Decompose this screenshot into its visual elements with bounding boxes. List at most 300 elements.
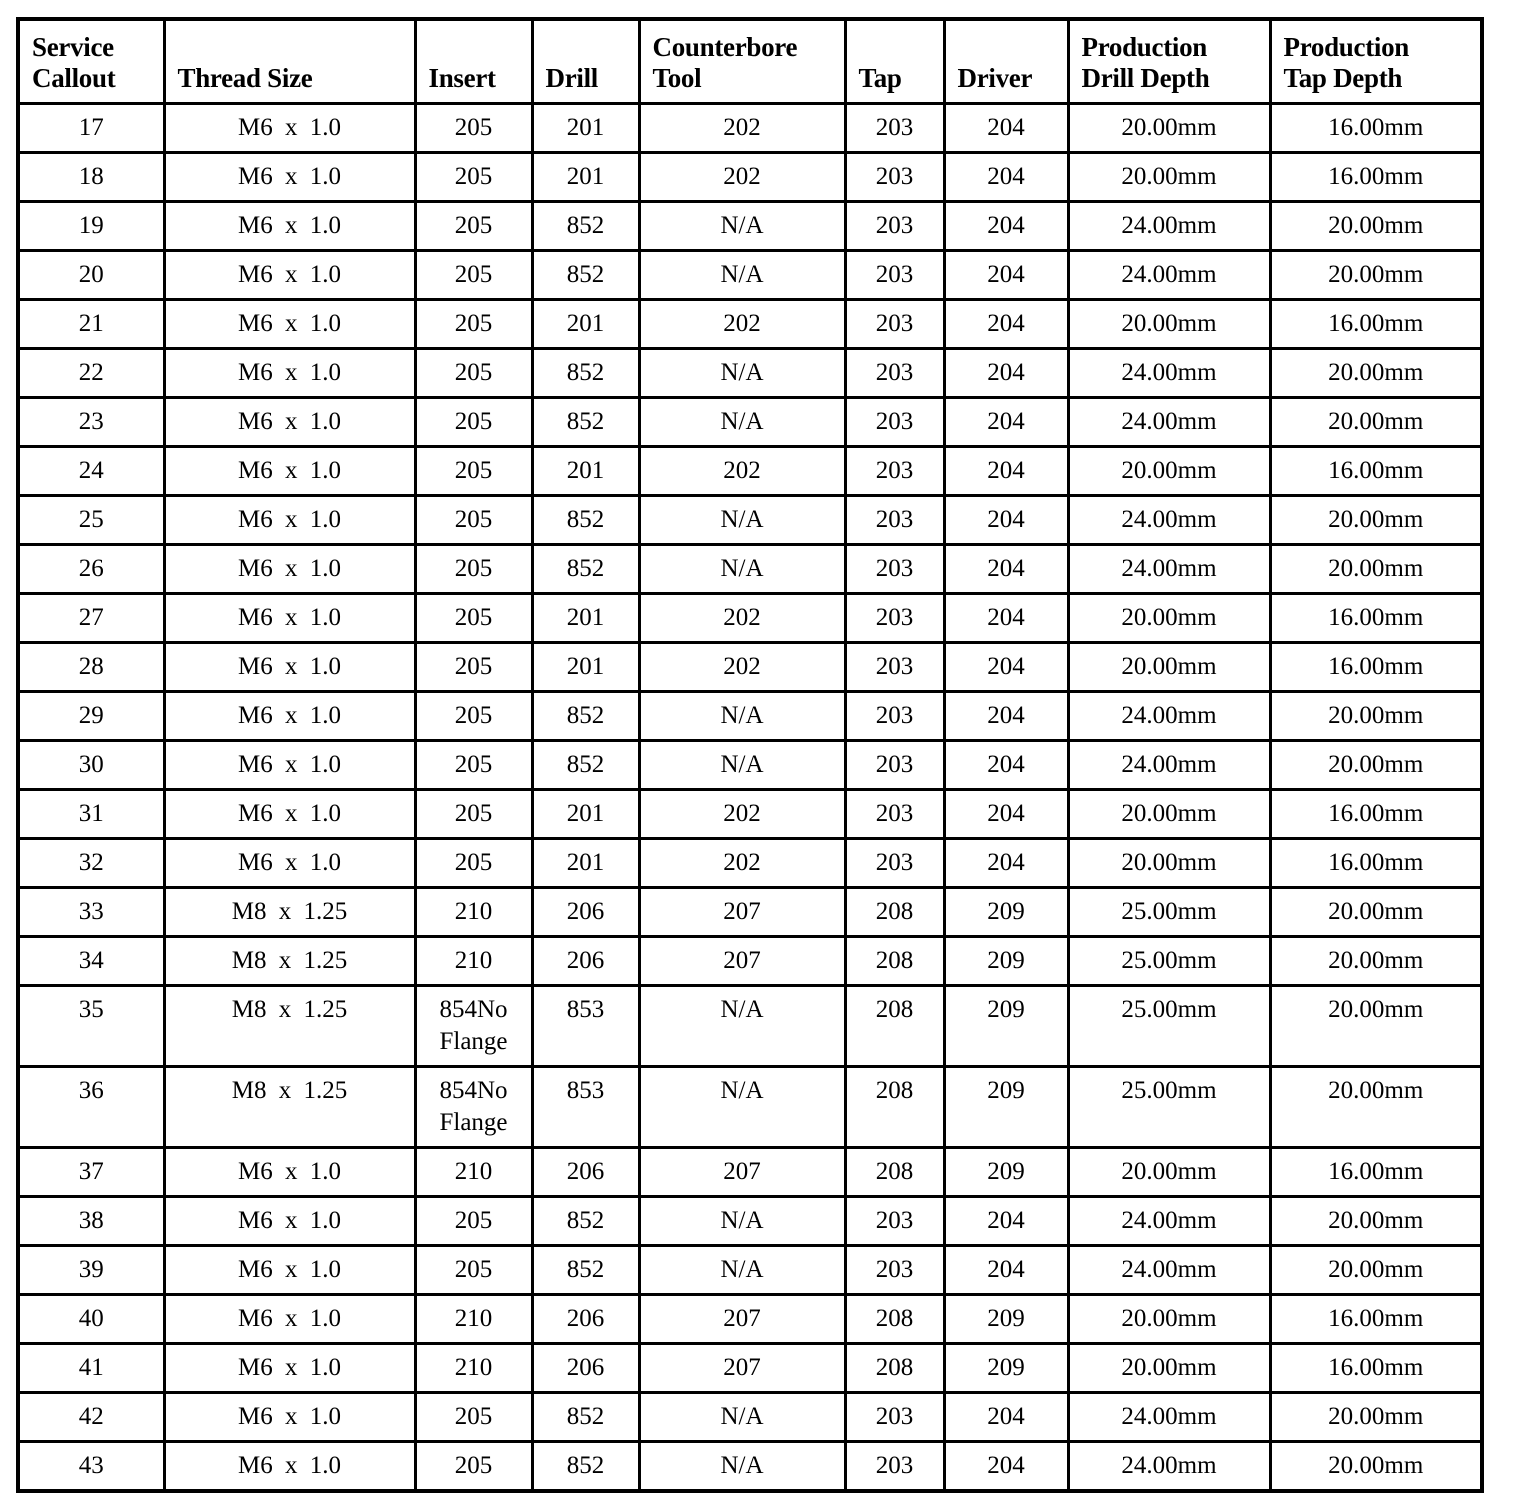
cell-production-tap-depth: 20.00mm <box>1270 692 1482 741</box>
cell-counterbore-tool: N/A <box>639 398 845 447</box>
cell-drill: 201 <box>532 790 639 839</box>
table-header-row <box>18 19 1482 104</box>
cell-counterbore-tool: N/A <box>639 741 845 790</box>
table-row <box>18 202 1482 251</box>
cell-insert: 205 <box>415 153 532 202</box>
header-service-callout <box>18 19 164 104</box>
cell-tap: 203 <box>845 496 944 545</box>
cell-service-callout: 26 <box>18 545 164 594</box>
cell-tap: 203 <box>845 447 944 496</box>
cell-production-tap-depth: 20.00mm <box>1270 986 1482 1067</box>
cell-thread-size: M6 x 1.0 <box>164 153 415 202</box>
cell-production-tap-depth: 20.00mm <box>1270 1393 1482 1442</box>
cell-thread-size: M8 x 1.25 <box>164 986 415 1067</box>
header-label-line: Driver <box>957 63 1033 93</box>
cell-counterbore-tool: 207 <box>639 1148 845 1197</box>
cell-driver: 204 <box>944 202 1068 251</box>
cell-production-tap-depth: 20.00mm <box>1270 496 1482 545</box>
cell-driver: 204 <box>944 1393 1068 1442</box>
cell-tap: 203 <box>845 202 944 251</box>
cell-production-drill-depth: 20.00mm <box>1068 447 1270 496</box>
cell-tap: 208 <box>845 1344 944 1393</box>
cell-production-drill-depth: 24.00mm <box>1068 496 1270 545</box>
header-label-line: Tap <box>858 63 902 93</box>
table-row <box>18 1067 1482 1148</box>
cell-service-callout: 31 <box>18 790 164 839</box>
cell-production-tap-depth: 16.00mm <box>1270 447 1482 496</box>
cell-counterbore-tool: N/A <box>639 1067 845 1148</box>
cell-driver: 204 <box>944 153 1068 202</box>
header-label-line: Drill Depth <box>1081 63 1210 93</box>
cell-production-drill-depth: 24.00mm <box>1068 741 1270 790</box>
cell-counterbore-tool: N/A <box>639 986 845 1067</box>
cell-production-tap-depth: 20.00mm <box>1270 937 1482 986</box>
cell-driver: 209 <box>944 1067 1068 1148</box>
cell-service-callout: 32 <box>18 839 164 888</box>
cell-counterbore-tool: N/A <box>639 202 845 251</box>
cell-production-drill-depth: 24.00mm <box>1068 349 1270 398</box>
cell-production-drill-depth: 25.00mm <box>1068 937 1270 986</box>
cell-service-callout: 33 <box>18 888 164 937</box>
cell-production-tap-depth: 20.00mm <box>1270 1442 1482 1492</box>
cell-driver: 209 <box>944 1344 1068 1393</box>
cell-drill: 852 <box>532 251 639 300</box>
cell-driver: 204 <box>944 300 1068 349</box>
cell-tap: 203 <box>845 545 944 594</box>
table-body <box>18 104 1482 1492</box>
header-label-line: Thread Size <box>177 63 313 93</box>
cell-thread-size: M6 x 1.0 <box>164 1393 415 1442</box>
cell-thread-size: M6 x 1.0 <box>164 1344 415 1393</box>
header-counterbore-tool <box>639 19 845 104</box>
cell-drill: 852 <box>532 1442 639 1492</box>
cell-thread-size: M6 x 1.0 <box>164 1295 415 1344</box>
table-row <box>18 104 1482 153</box>
cell-driver: 209 <box>944 1295 1068 1344</box>
cell-insert: 205 <box>415 1442 532 1492</box>
cell-counterbore-tool: N/A <box>639 496 845 545</box>
cell-thread-size: M6 x 1.0 <box>164 1442 415 1492</box>
cell-production-drill-depth: 25.00mm <box>1068 1067 1270 1148</box>
cell-counterbore-tool: 207 <box>639 1295 845 1344</box>
cell-thread-size: M6 x 1.0 <box>164 251 415 300</box>
header-label-line: Production <box>1283 32 1410 62</box>
cell-counterbore-tool: N/A <box>639 1393 845 1442</box>
cell-tap: 203 <box>845 398 944 447</box>
cell-driver: 204 <box>944 1442 1068 1492</box>
cell-insert: 210 <box>415 937 532 986</box>
cell-production-drill-depth: 20.00mm <box>1068 104 1270 153</box>
cell-production-tap-depth: 20.00mm <box>1270 741 1482 790</box>
cell-insert: 205 <box>415 1246 532 1295</box>
table-row <box>18 1442 1482 1492</box>
cell-tap: 208 <box>845 1295 944 1344</box>
cell-production-tap-depth: 16.00mm <box>1270 594 1482 643</box>
cell-tap: 203 <box>845 1442 944 1492</box>
cell-driver: 209 <box>944 937 1068 986</box>
table-row <box>18 1344 1482 1393</box>
cell-production-drill-depth: 24.00mm <box>1068 1197 1270 1246</box>
cell-driver: 204 <box>944 447 1068 496</box>
cell-thread-size: M8 x 1.25 <box>164 1067 415 1148</box>
header-label-line: Insert <box>428 63 496 93</box>
cell-insert: 205 <box>415 496 532 545</box>
table-row <box>18 1393 1482 1442</box>
cell-service-callout: 29 <box>18 692 164 741</box>
cell-production-drill-depth: 24.00mm <box>1068 692 1270 741</box>
header-label-line: Tool <box>652 63 702 93</box>
cell-thread-size: M8 x 1.25 <box>164 937 415 986</box>
cell-counterbore-tool: 202 <box>639 790 845 839</box>
cell-driver: 204 <box>944 594 1068 643</box>
cell-drill: 853 <box>532 1067 639 1148</box>
table-row <box>18 447 1482 496</box>
cell-production-drill-depth: 20.00mm <box>1068 839 1270 888</box>
cell-thread-size: M6 x 1.0 <box>164 104 415 153</box>
cell-counterbore-tool: 202 <box>639 447 845 496</box>
table-row <box>18 790 1482 839</box>
cell-drill: 852 <box>532 398 639 447</box>
cell-counterbore-tool: 202 <box>639 643 845 692</box>
cell-thread-size: M6 x 1.0 <box>164 349 415 398</box>
cell-production-drill-depth: 24.00mm <box>1068 398 1270 447</box>
cell-drill: 201 <box>532 839 639 888</box>
cell-thread-size: M6 x 1.0 <box>164 496 415 545</box>
cell-driver: 204 <box>944 349 1068 398</box>
cell-driver: 204 <box>944 790 1068 839</box>
cell-tap: 203 <box>845 300 944 349</box>
cell-counterbore-tool: 202 <box>639 300 845 349</box>
cell-tap: 208 <box>845 937 944 986</box>
cell-production-tap-depth: 16.00mm <box>1270 1148 1482 1197</box>
cell-driver: 204 <box>944 104 1068 153</box>
cell-production-tap-depth: 16.00mm <box>1270 839 1482 888</box>
cell-service-callout: 28 <box>18 643 164 692</box>
tooling-table-container <box>16 17 1484 1493</box>
cell-production-drill-depth: 20.00mm <box>1068 594 1270 643</box>
cell-drill: 852 <box>532 496 639 545</box>
table-row <box>18 594 1482 643</box>
header-label-line: Production <box>1081 32 1208 62</box>
cell-thread-size: M6 x 1.0 <box>164 447 415 496</box>
cell-insert: 205 <box>415 1197 532 1246</box>
cell-production-tap-depth: 16.00mm <box>1270 1344 1482 1393</box>
cell-drill: 852 <box>532 1246 639 1295</box>
header-production-drill-depth <box>1068 19 1270 104</box>
cell-driver: 209 <box>944 888 1068 937</box>
cell-service-callout: 39 <box>18 1246 164 1295</box>
cell-production-tap-depth: 20.00mm <box>1270 545 1482 594</box>
cell-thread-size: M6 x 1.0 <box>164 202 415 251</box>
cell-insert: 205 <box>415 398 532 447</box>
cell-drill: 201 <box>532 104 639 153</box>
cell-insert: 210 <box>415 1344 532 1393</box>
cell-thread-size: M6 x 1.0 <box>164 545 415 594</box>
cell-tap: 203 <box>845 153 944 202</box>
cell-tap: 208 <box>845 1148 944 1197</box>
cell-insert: 205 <box>415 545 532 594</box>
cell-drill: 852 <box>532 349 639 398</box>
header-insert <box>415 19 532 104</box>
cell-production-tap-depth: 20.00mm <box>1270 202 1482 251</box>
cell-thread-size: M6 x 1.0 <box>164 741 415 790</box>
cell-tap: 203 <box>845 1393 944 1442</box>
header-driver <box>944 19 1068 104</box>
insert-multiline <box>439 1068 507 1139</box>
cell-production-tap-depth: 20.00mm <box>1270 349 1482 398</box>
cell-insert: 205 <box>415 643 532 692</box>
cell-production-drill-depth: 24.00mm <box>1068 1393 1270 1442</box>
cell-tap: 203 <box>845 839 944 888</box>
cell-counterbore-tool: N/A <box>639 251 845 300</box>
cell-counterbore-tool: N/A <box>639 692 845 741</box>
header-label-line: Tap Depth <box>1283 63 1403 93</box>
table-row <box>18 888 1482 937</box>
table-row <box>18 1148 1482 1197</box>
cell-thread-size: M6 x 1.0 <box>164 839 415 888</box>
cell-service-callout: 35 <box>18 986 164 1067</box>
table-row <box>18 839 1482 888</box>
table-row <box>18 300 1482 349</box>
cell-driver: 209 <box>944 1148 1068 1197</box>
cell-driver: 204 <box>944 545 1068 594</box>
cell-service-callout: 24 <box>18 447 164 496</box>
cell-production-drill-depth: 24.00mm <box>1068 1442 1270 1492</box>
header-tap <box>845 19 944 104</box>
cell-production-drill-depth: 24.00mm <box>1068 545 1270 594</box>
cell-insert: 205 <box>415 447 532 496</box>
cell-drill: 206 <box>532 1344 639 1393</box>
cell-drill: 852 <box>532 1197 639 1246</box>
cell-production-tap-depth: 16.00mm <box>1270 790 1482 839</box>
cell-counterbore-tool: 207 <box>639 1344 845 1393</box>
insert-line: 854No <box>439 996 508 1023</box>
cell-drill: 201 <box>532 594 639 643</box>
table-row <box>18 1295 1482 1344</box>
cell-drill: 201 <box>532 447 639 496</box>
cell-production-drill-depth: 20.00mm <box>1068 790 1270 839</box>
cell-thread-size: M6 x 1.0 <box>164 594 415 643</box>
table-row <box>18 1246 1482 1295</box>
table-row <box>18 251 1482 300</box>
cell-driver: 204 <box>944 398 1068 447</box>
cell-insert: 205 <box>415 251 532 300</box>
header-label-line: Callout <box>32 63 116 93</box>
cell-counterbore-tool: N/A <box>639 349 845 398</box>
tooling-table <box>16 17 1484 1493</box>
cell-service-callout: 36 <box>18 1067 164 1148</box>
cell-drill: 201 <box>532 643 639 692</box>
cell-driver: 204 <box>944 741 1068 790</box>
cell-drill: 852 <box>532 202 639 251</box>
cell-tap: 208 <box>845 888 944 937</box>
cell-drill: 201 <box>532 153 639 202</box>
cell-counterbore-tool: 202 <box>639 594 845 643</box>
cell-insert: 205 <box>415 790 532 839</box>
cell-insert: 205 <box>415 692 532 741</box>
cell-driver: 204 <box>944 496 1068 545</box>
cell-drill: 853 <box>532 986 639 1067</box>
cell-production-tap-depth: 16.00mm <box>1270 1295 1482 1344</box>
header-label-line: Drill <box>545 63 598 93</box>
cell-production-drill-depth: 25.00mm <box>1068 986 1270 1067</box>
cell-counterbore-tool: N/A <box>639 545 845 594</box>
cell-tap: 208 <box>845 986 944 1067</box>
cell-driver: 204 <box>944 692 1068 741</box>
cell-counterbore-tool: 202 <box>639 153 845 202</box>
cell-service-callout: 17 <box>18 104 164 153</box>
cell-production-drill-depth: 20.00mm <box>1068 300 1270 349</box>
cell-thread-size: M8 x 1.25 <box>164 888 415 937</box>
cell-drill: 852 <box>532 545 639 594</box>
cell-service-callout: 27 <box>18 594 164 643</box>
header-drill <box>532 19 639 104</box>
cell-service-callout: 38 <box>18 1197 164 1246</box>
cell-insert: 205 <box>415 202 532 251</box>
cell-service-callout: 18 <box>18 153 164 202</box>
table-row <box>18 153 1482 202</box>
cell-production-drill-depth: 20.00mm <box>1068 153 1270 202</box>
cell-production-tap-depth: 16.00mm <box>1270 300 1482 349</box>
cell-tap: 203 <box>845 643 944 692</box>
cell-counterbore-tool: N/A <box>639 1197 845 1246</box>
cell-production-tap-depth: 20.00mm <box>1270 888 1482 937</box>
cell-service-callout: 42 <box>18 1393 164 1442</box>
cell-service-callout: 23 <box>18 398 164 447</box>
cell-tap: 203 <box>845 741 944 790</box>
cell-tap: 203 <box>845 349 944 398</box>
cell-production-drill-depth: 20.00mm <box>1068 1148 1270 1197</box>
cell-counterbore-tool: N/A <box>639 1442 845 1492</box>
cell-production-drill-depth: 25.00mm <box>1068 888 1270 937</box>
cell-production-tap-depth: 20.00mm <box>1270 1067 1482 1148</box>
insert-multiline <box>439 987 507 1058</box>
cell-thread-size: M6 x 1.0 <box>164 1148 415 1197</box>
cell-production-drill-depth: 20.00mm <box>1068 1344 1270 1393</box>
cell-service-callout: 40 <box>18 1295 164 1344</box>
cell-insert: 205 <box>415 349 532 398</box>
cell-production-drill-depth: 20.00mm <box>1068 643 1270 692</box>
cell-counterbore-tool: 207 <box>639 937 845 986</box>
cell-production-tap-depth: 20.00mm <box>1270 1246 1482 1295</box>
cell-service-callout: 19 <box>18 202 164 251</box>
cell-production-drill-depth: 24.00mm <box>1068 251 1270 300</box>
cell-thread-size: M6 x 1.0 <box>164 1246 415 1295</box>
cell-thread-size: M6 x 1.0 <box>164 790 415 839</box>
cell-service-callout: 30 <box>18 741 164 790</box>
cell-service-callout: 25 <box>18 496 164 545</box>
cell-counterbore-tool: N/A <box>639 1246 845 1295</box>
cell-thread-size: M6 x 1.0 <box>164 692 415 741</box>
table-row <box>18 741 1482 790</box>
cell-tap: 203 <box>845 1197 944 1246</box>
cell-service-callout: 22 <box>18 349 164 398</box>
table-row <box>18 692 1482 741</box>
cell-production-tap-depth: 20.00mm <box>1270 1197 1482 1246</box>
cell-thread-size: M6 x 1.0 <box>164 643 415 692</box>
table-row <box>18 937 1482 986</box>
cell-tap: 203 <box>845 104 944 153</box>
cell-driver: 204 <box>944 251 1068 300</box>
table-row <box>18 398 1482 447</box>
cell-production-tap-depth: 16.00mm <box>1270 643 1482 692</box>
cell-production-drill-depth: 20.00mm <box>1068 1295 1270 1344</box>
cell-drill: 206 <box>532 1148 639 1197</box>
cell-insert: 210 <box>415 888 532 937</box>
cell-service-callout: 20 <box>18 251 164 300</box>
table-row <box>18 1197 1482 1246</box>
cell-insert: 205 <box>415 104 532 153</box>
cell-insert <box>415 1067 532 1148</box>
cell-thread-size: M6 x 1.0 <box>164 398 415 447</box>
cell-production-tap-depth: 20.00mm <box>1270 251 1482 300</box>
cell-insert: 205 <box>415 1393 532 1442</box>
cell-drill: 206 <box>532 937 639 986</box>
insert-line: Flange <box>439 1028 508 1055</box>
cell-tap: 203 <box>845 692 944 741</box>
cell-production-drill-depth: 24.00mm <box>1068 1246 1270 1295</box>
cell-insert: 205 <box>415 300 532 349</box>
cell-service-callout: 34 <box>18 937 164 986</box>
cell-insert: 205 <box>415 741 532 790</box>
cell-thread-size: M6 x 1.0 <box>164 1197 415 1246</box>
header-thread-size <box>164 19 415 104</box>
table-row <box>18 349 1482 398</box>
cell-driver: 204 <box>944 1197 1068 1246</box>
insert-line: 854No <box>439 1077 508 1104</box>
cell-production-drill-depth: 24.00mm <box>1068 202 1270 251</box>
cell-driver: 204 <box>944 643 1068 692</box>
cell-production-tap-depth: 20.00mm <box>1270 398 1482 447</box>
cell-tap: 203 <box>845 790 944 839</box>
header-label-line: Service <box>32 32 114 62</box>
cell-driver: 204 <box>944 839 1068 888</box>
header-label-line: Counterbore <box>652 32 798 62</box>
cell-tap: 203 <box>845 251 944 300</box>
cell-tap: 208 <box>845 1067 944 1148</box>
header-production-tap-depth <box>1270 19 1482 104</box>
cell-insert: 210 <box>415 1148 532 1197</box>
cell-production-tap-depth: 16.00mm <box>1270 104 1482 153</box>
cell-counterbore-tool: 202 <box>639 104 845 153</box>
cell-drill: 852 <box>532 692 639 741</box>
cell-insert: 205 <box>415 839 532 888</box>
cell-drill: 852 <box>532 741 639 790</box>
table-row <box>18 545 1482 594</box>
cell-service-callout: 41 <box>18 1344 164 1393</box>
cell-tap: 203 <box>845 1246 944 1295</box>
cell-tap: 203 <box>845 594 944 643</box>
cell-insert: 210 <box>415 1295 532 1344</box>
cell-counterbore-tool: 202 <box>639 839 845 888</box>
cell-drill: 206 <box>532 888 639 937</box>
cell-service-callout: 43 <box>18 1442 164 1492</box>
cell-counterbore-tool: 207 <box>639 888 845 937</box>
cell-insert <box>415 986 532 1067</box>
cell-drill: 852 <box>532 1393 639 1442</box>
table-row <box>18 643 1482 692</box>
table-row <box>18 986 1482 1067</box>
cell-drill: 201 <box>532 300 639 349</box>
cell-service-callout: 37 <box>18 1148 164 1197</box>
cell-insert: 205 <box>415 594 532 643</box>
cell-thread-size: M6 x 1.0 <box>164 300 415 349</box>
cell-driver: 204 <box>944 1246 1068 1295</box>
cell-production-tap-depth: 16.00mm <box>1270 153 1482 202</box>
cell-service-callout: 21 <box>18 300 164 349</box>
table-row <box>18 496 1482 545</box>
cell-driver: 209 <box>944 986 1068 1067</box>
